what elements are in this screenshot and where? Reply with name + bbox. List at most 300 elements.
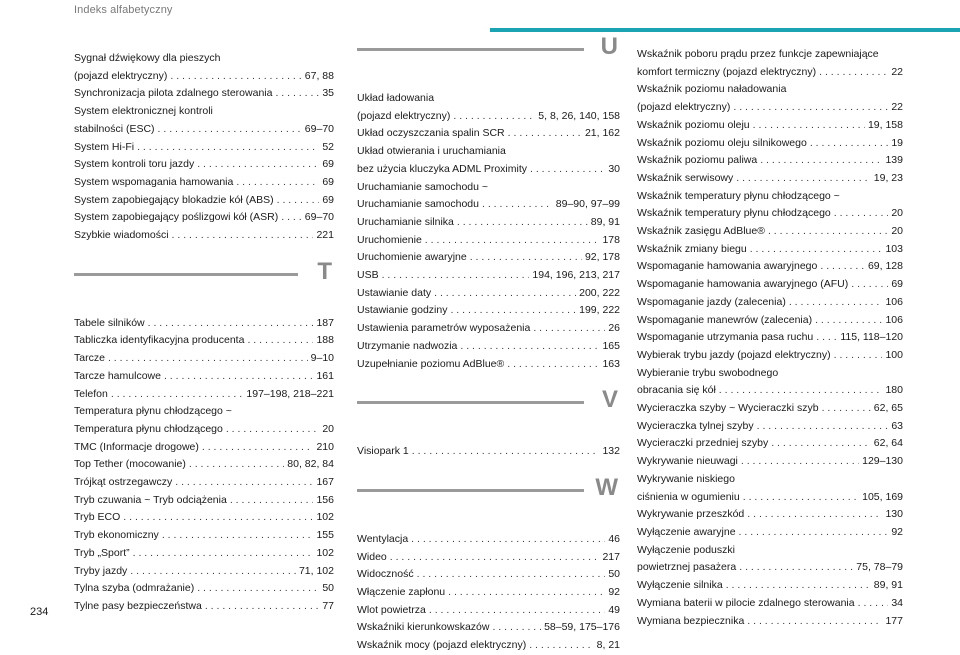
index-column-1 xyxy=(74,50,334,616)
index-entry-pages: 106 xyxy=(885,313,903,326)
index-entry-line xyxy=(357,619,620,637)
index-entry xyxy=(357,531,620,549)
section-letter: W xyxy=(595,473,618,501)
dot-leader xyxy=(162,527,314,545)
index-entry-line xyxy=(74,209,334,227)
dot-leader xyxy=(482,196,553,214)
index-entry xyxy=(637,577,903,595)
index-entry xyxy=(357,602,620,620)
index-entry xyxy=(357,338,620,356)
index-entry-pages: 49 xyxy=(608,603,620,616)
index-entry-text: Ustawienia parametrów wyposażenia xyxy=(357,322,531,335)
dot-leader xyxy=(197,156,319,174)
index-entry-line xyxy=(637,135,903,153)
dot-leader xyxy=(834,347,883,365)
dot-leader xyxy=(158,121,302,139)
index-entry-line xyxy=(74,121,334,139)
index-entry-pages: 197–198, 218–221 xyxy=(246,387,334,400)
index-entry-text: powietrznej pasażera xyxy=(637,561,737,574)
index-entry-pages: 69 xyxy=(322,158,334,171)
index-entry-line xyxy=(637,524,903,542)
index-entry xyxy=(74,386,334,404)
index-entry-text: Tabliczka identyfikacyjna producenta xyxy=(74,334,245,347)
index-entry-text: Uruchomienie xyxy=(357,233,422,246)
index-entry-heading: Wykrywanie niskiego xyxy=(637,472,735,485)
index-entry-pages: 163 xyxy=(602,357,620,370)
index-entry-pages: 102 xyxy=(316,546,334,559)
index-entry-text: Tylna szyba (odmrażanie) xyxy=(74,582,195,595)
index-entry xyxy=(74,85,334,103)
index-entry xyxy=(357,214,620,232)
index-entry-pages: 89–90, 97–99 xyxy=(555,198,620,211)
index-entry xyxy=(637,542,903,577)
index-entry-text: Wspomaganie jazdy (zalecenia) xyxy=(637,295,786,308)
index-entry-pages: 69–70 xyxy=(304,211,334,224)
index-entry xyxy=(357,549,620,567)
dot-leader xyxy=(747,506,882,524)
index-entry-pages: 200, 222 xyxy=(579,286,620,299)
index-entry-line xyxy=(74,315,334,333)
dot-leader xyxy=(226,421,319,439)
index-entry-pages: 58–59, 175–176 xyxy=(544,621,620,634)
index-entry-text: Visiopark 1 xyxy=(357,445,409,458)
index-entry-line xyxy=(357,302,620,320)
index-entry-text: Wspomaganie manewrów (zalecenia) xyxy=(637,313,813,326)
dot-leader xyxy=(425,232,600,250)
index-entry-pages: 75, 78–79 xyxy=(856,561,903,574)
index-entry-line xyxy=(637,312,903,330)
index-entry-pages: 165 xyxy=(602,339,620,352)
index-entry-pages: 34 xyxy=(891,596,903,609)
index-entry xyxy=(357,302,620,320)
index-entry xyxy=(74,139,334,157)
dot-leader xyxy=(719,382,883,400)
index-entry-heading: System elektronicznej kontroli xyxy=(74,105,213,118)
index-entry-line xyxy=(74,85,334,103)
index-list xyxy=(357,443,620,461)
index-entry-text: Tabele silników xyxy=(74,316,145,329)
dot-leader xyxy=(739,559,853,577)
dot-leader xyxy=(747,613,882,631)
index-entry-line xyxy=(637,613,903,631)
dot-leader xyxy=(726,577,871,595)
index-entry xyxy=(74,368,334,386)
dot-leader xyxy=(137,139,319,157)
index-entry-text: Tylne pasy bezpieczeństwa xyxy=(74,599,202,612)
index-entry-text: System zapobiegający poślizgowi kół (ASR) xyxy=(74,211,279,224)
index-entry xyxy=(637,152,903,170)
index-entry-text: Tarcze hamulcowe xyxy=(74,369,161,382)
dot-leader xyxy=(123,509,313,527)
index-entry-text: Wycieraczki przedniej szyby xyxy=(637,437,769,450)
index-entry xyxy=(74,456,334,474)
index-entry-pages: 35 xyxy=(322,87,334,100)
index-entry-line xyxy=(637,400,903,418)
section-divider xyxy=(357,489,584,492)
index-entry xyxy=(637,135,903,153)
index-entry-pages: 221 xyxy=(316,229,334,242)
dot-leader xyxy=(470,249,582,267)
index-entry-pages: 129–130 xyxy=(862,455,903,468)
index-entry-text: Wskaźniki kierunkowskazów xyxy=(357,621,490,634)
index-entry-pages: 194, 196, 213, 217 xyxy=(532,269,620,282)
index-entry-text: Wyłączenie silnika xyxy=(637,579,723,592)
index-entry-line xyxy=(74,350,334,368)
index-entry-line xyxy=(637,117,903,135)
dot-leader xyxy=(172,227,314,245)
index-entry-line xyxy=(637,64,903,82)
index-entry-text: System zapobiegający blokadzie kół (ABS) xyxy=(74,193,274,206)
index-entry xyxy=(74,474,334,492)
index-entry xyxy=(74,315,334,333)
dot-leader xyxy=(453,108,535,126)
index-entry xyxy=(74,174,334,192)
index-entry-pages: 22 xyxy=(891,65,903,78)
index-entry-heading: Wskaźnik poziomu naładowania xyxy=(637,83,787,96)
index-entry-text: Włączenie zapłonu xyxy=(357,586,446,599)
index-entry-line xyxy=(357,125,620,143)
index-entry-text: Wspomaganie hamowania awaryjnego xyxy=(637,260,818,273)
index-entry xyxy=(637,595,903,613)
index-entry xyxy=(637,241,903,259)
section-header-t xyxy=(74,257,334,305)
index-entry xyxy=(637,223,903,241)
index-entry-pages: 167 xyxy=(316,476,334,489)
index-column-3 xyxy=(637,46,903,630)
index-entry-line xyxy=(74,332,334,350)
index-entry-pages: 199, 222 xyxy=(579,304,620,317)
index-entry xyxy=(357,90,620,125)
index-list xyxy=(357,531,620,655)
index-entry-text: Uzupełnianie poziomu AdBlue® xyxy=(357,357,505,370)
index-entry-text: Wykrywanie nieuwagi xyxy=(637,455,738,468)
index-entry-pages: 62, 64 xyxy=(873,437,903,450)
dot-leader xyxy=(834,205,889,223)
section-header-u xyxy=(357,33,620,80)
index-entry-text: Wskaźnik temperatury płynu chłodzącego xyxy=(637,207,831,220)
dot-leader xyxy=(412,443,600,461)
index-entry-text: Ustawianie godziny xyxy=(357,304,448,317)
index-entry-heading: Wskaźnik temperatury płynu chłodzącego ~ xyxy=(637,189,840,202)
index-entry-text: Wykrywanie przeszkód xyxy=(637,508,745,521)
index-entry-pages: 62, 65 xyxy=(873,402,903,415)
index-entry-pages: 69 xyxy=(322,193,334,206)
section-letter: T xyxy=(317,257,332,285)
dot-leader xyxy=(277,192,320,210)
index-entry xyxy=(74,50,334,85)
index-entry-text: Wymiana baterii w pilocie zdalnego sterowania xyxy=(637,596,855,609)
index-entry-pages: 69–70 xyxy=(304,122,334,135)
index-entry xyxy=(74,156,334,174)
index-entry-pages: 161 xyxy=(316,369,334,382)
index-entry-line xyxy=(74,492,334,510)
index-entry xyxy=(74,192,334,210)
dot-leader xyxy=(741,453,859,471)
index-entry xyxy=(637,613,903,631)
index-entry-pages: 92 xyxy=(608,586,620,599)
dot-leader xyxy=(822,400,871,418)
index-entry-pages: 19, 23 xyxy=(873,171,903,184)
index-entry-pages: 52 xyxy=(322,140,334,153)
index-entry xyxy=(357,443,620,461)
index-entry xyxy=(637,276,903,294)
section-header-w xyxy=(357,473,620,521)
index-entry xyxy=(637,365,903,400)
dot-leader xyxy=(189,456,284,474)
dot-leader xyxy=(771,435,871,453)
index-entry-text: System Hi-Fi xyxy=(74,140,135,153)
dot-leader xyxy=(760,152,882,170)
index-entry xyxy=(637,170,903,188)
index-entry-text: Widoczność xyxy=(357,568,414,581)
index-entry-line xyxy=(357,214,620,232)
index-entry-heading: Wskaźnik poboru prądu przez funkcje zapewniające xyxy=(637,48,879,60)
index-entry-line xyxy=(637,347,903,365)
index-entry-pages: 92 xyxy=(891,525,903,538)
index-entry xyxy=(74,545,334,563)
dot-leader xyxy=(281,209,302,227)
section-letter: V xyxy=(601,386,618,414)
index-entry-line xyxy=(357,531,620,549)
index-entry-text: Wycieraczka szyby ~ Wycieraczki szyb xyxy=(637,402,819,415)
index-entry-pages: 30 xyxy=(608,162,620,175)
index-entry-text: Tryb ekonomiczny xyxy=(74,529,159,542)
index-entry-text: bez użycia kluczyka ADML Proximity xyxy=(357,162,527,175)
index-entry-text: Wskaźnik serwisowy xyxy=(637,171,734,184)
index-entry xyxy=(637,506,903,524)
index-entry-line xyxy=(74,598,334,616)
dot-leader xyxy=(170,68,301,86)
index-entry-pages: 103 xyxy=(885,242,903,255)
dot-leader xyxy=(858,595,889,613)
index-entry-line xyxy=(637,205,903,223)
dot-leader xyxy=(460,338,599,356)
index-entry-pages: 20 xyxy=(891,207,903,220)
index-entry xyxy=(357,566,620,584)
index-entry-text: (pojazd elektryczny) xyxy=(637,101,731,114)
dot-leader xyxy=(205,598,319,616)
index-entry-text: Wskaźnik poziomu oleju silnikowego xyxy=(637,136,807,149)
index-entry-line xyxy=(74,227,334,245)
dot-leader xyxy=(810,135,888,153)
index-entry-text: Wybierak trybu jazdy (pojazd elektryczny) xyxy=(637,348,831,361)
index-entry-text: USB xyxy=(357,269,379,282)
index-entry-pages: 46 xyxy=(608,532,620,545)
index-entry-pages: 100 xyxy=(885,348,903,361)
index-entry-pages: 5, 8, 26, 140, 158 xyxy=(538,109,620,122)
index-entry-pages: 139 xyxy=(885,154,903,167)
dot-leader xyxy=(851,276,888,294)
index-entry-text: obracania się kół xyxy=(637,384,716,397)
index-entry-line xyxy=(637,382,903,400)
index-entry xyxy=(357,584,620,602)
index-entry-text: Wspomaganie hamowania awaryjnego (AFU) xyxy=(637,278,849,291)
index-entry-text: Trójkąt ostrzegawczy xyxy=(74,476,173,489)
index-entry-heading: Uruchamianie samochodu ~ xyxy=(357,180,489,193)
index-entry-pages: 26 xyxy=(608,322,620,335)
index-entry-line xyxy=(637,329,903,347)
index-entry-text: Wskaźnik poziomu oleju xyxy=(637,118,750,131)
dot-leader xyxy=(816,329,837,347)
dot-leader xyxy=(164,368,314,386)
index-entry-pages: 210 xyxy=(316,440,334,453)
index-entry-text: komfort termiczny (pojazd elektryczny) xyxy=(637,65,817,78)
index-entry-line xyxy=(74,527,334,545)
dot-leader xyxy=(275,85,319,103)
index-entry-line xyxy=(637,506,903,524)
index-entry xyxy=(74,403,334,438)
index-entry xyxy=(74,580,334,598)
index-entry-text: Tryb ECO xyxy=(74,511,121,524)
index-list xyxy=(637,46,903,630)
index-entry-line xyxy=(637,595,903,613)
dot-leader xyxy=(148,315,314,333)
index-entry-pages: 155 xyxy=(316,529,334,542)
index-entry-line xyxy=(357,602,620,620)
index-entry-text: Telefon xyxy=(74,387,108,400)
index-entry-line xyxy=(74,174,334,192)
index-entry-text: Uruchamianie silnika xyxy=(357,215,454,228)
dot-leader xyxy=(789,294,883,312)
index-entry-line xyxy=(637,223,903,241)
index-entry-line xyxy=(357,196,620,214)
dot-leader xyxy=(108,350,308,368)
index-entry-pages: 77 xyxy=(322,599,334,612)
dot-leader xyxy=(819,64,888,82)
index-entry-line xyxy=(637,559,903,577)
index-entry-pages: 102 xyxy=(316,511,334,524)
index-entry-text: Uruchamianie samochodu xyxy=(357,198,479,211)
index-entry-pages: 188 xyxy=(316,334,334,347)
index-entry-line xyxy=(637,577,903,595)
header-accent-bar xyxy=(490,28,960,32)
index-entry-line xyxy=(74,421,334,439)
index-entry xyxy=(74,332,334,350)
dot-leader xyxy=(236,174,319,192)
index-entry xyxy=(74,439,334,457)
index-entry-text: TMC (Informacje drogowe) xyxy=(74,440,199,453)
dot-leader xyxy=(508,125,582,143)
index-entry-text: Wspomaganie utrzymania pasa ruchu xyxy=(637,331,814,344)
index-entry xyxy=(357,143,620,178)
index-entry-line xyxy=(357,108,620,126)
index-entry-line xyxy=(637,418,903,436)
index-entry-heading: Wyłączenie poduszki xyxy=(637,543,735,556)
index-entry-line xyxy=(357,443,620,461)
index-entry-line xyxy=(357,566,620,584)
dot-leader xyxy=(815,312,882,330)
index-entry-text: Synchronizacja pilota zdalnego sterowania xyxy=(74,87,273,100)
index-entry-pages: 69 xyxy=(891,278,903,291)
index-entry-pages: 132 xyxy=(602,445,620,458)
index-entry-text: ciśnienia w ogumieniu xyxy=(637,490,740,503)
index-entry xyxy=(637,258,903,276)
page-header-title: Indeks alfabetyczny xyxy=(74,4,173,16)
index-list xyxy=(357,90,620,373)
index-entry-text: System kontroli toru jazdy xyxy=(74,158,195,171)
index-entry-text: Szybkie wiadomości xyxy=(74,229,169,242)
index-entry-text: Wskaźnik zmiany biegu xyxy=(637,242,747,255)
index-entry xyxy=(637,453,903,471)
dot-leader xyxy=(382,267,530,285)
index-entry-line xyxy=(357,584,620,602)
index-entry-pages: 156 xyxy=(316,493,334,506)
index-entry-line xyxy=(74,368,334,386)
index-entry-pages: 71, 102 xyxy=(298,564,334,577)
dot-leader xyxy=(530,161,605,179)
index-entry-pages: 20 xyxy=(891,225,903,238)
section-divider xyxy=(357,401,584,404)
index-entry-text: Wyłączenie awaryjne xyxy=(637,525,736,538)
index-entry-pages: 105, 169 xyxy=(862,490,903,503)
dot-leader xyxy=(533,320,605,338)
index-entry-line xyxy=(637,241,903,259)
section-divider xyxy=(357,48,584,51)
index-entry-pages: 177 xyxy=(885,614,903,627)
index-entry-text: Tryb „Sport” xyxy=(74,546,130,559)
index-entry-pages: 69, 128 xyxy=(867,260,903,273)
dot-leader xyxy=(492,619,541,637)
index-entry-text: Tryby jazdy xyxy=(74,564,128,577)
index-entry-heading: Sygnał dźwiękowy dla pieszych xyxy=(74,52,221,64)
index-entry-line xyxy=(357,549,620,567)
index-entry-pages: 89, 91 xyxy=(590,215,620,228)
index-entry-text: Wentylacja xyxy=(357,532,409,545)
index-entry xyxy=(637,435,903,453)
index-entry-pages: 9–10 xyxy=(310,352,334,365)
index-entry-line xyxy=(357,285,620,303)
index-entry-pages: 50 xyxy=(608,568,620,581)
index-entry xyxy=(637,524,903,542)
index-entry-text: Tryb czuwania ~ Tryb odciążenia xyxy=(74,493,227,506)
index-entry xyxy=(74,509,334,527)
index-entry xyxy=(637,117,903,135)
index-entry xyxy=(357,125,620,143)
dot-leader xyxy=(753,117,865,135)
index-entry-pages: 8, 21 xyxy=(596,639,620,652)
index-entry-line xyxy=(357,320,620,338)
index-entry xyxy=(74,350,334,368)
index-entry xyxy=(357,285,620,303)
index-entry-text: Top Tether (mocowanie) xyxy=(74,458,186,471)
index-entry-text: stabilności (ESC) xyxy=(74,122,155,135)
index-entry-line xyxy=(637,99,903,117)
index-entry xyxy=(74,209,334,227)
dot-leader xyxy=(230,492,314,510)
index-entry-text: Temperatura płynu chłodzącego xyxy=(74,422,223,435)
page-number: 234 xyxy=(30,606,49,618)
index-entry-line xyxy=(637,294,903,312)
index-entry xyxy=(74,492,334,510)
dot-leader xyxy=(111,386,244,404)
index-entry-line xyxy=(74,509,334,527)
index-entry xyxy=(357,619,620,637)
dot-leader xyxy=(739,524,889,542)
index-entry-pages: 19 xyxy=(891,136,903,149)
dot-leader xyxy=(247,332,313,350)
index-entry xyxy=(74,598,334,616)
dot-leader xyxy=(457,214,588,232)
index-entry-pages: 115, 118–120 xyxy=(840,331,903,344)
index-entry xyxy=(357,267,620,285)
index-entry-line xyxy=(74,580,334,598)
index-entry-line xyxy=(637,435,903,453)
section-letter: U xyxy=(600,33,618,60)
index-entry-pages: 69 xyxy=(322,175,334,188)
index-entry-pages: 178 xyxy=(602,233,620,246)
index-entry-text: Układ oczyszczania spalin SCR xyxy=(357,127,505,140)
index-list xyxy=(74,50,334,245)
